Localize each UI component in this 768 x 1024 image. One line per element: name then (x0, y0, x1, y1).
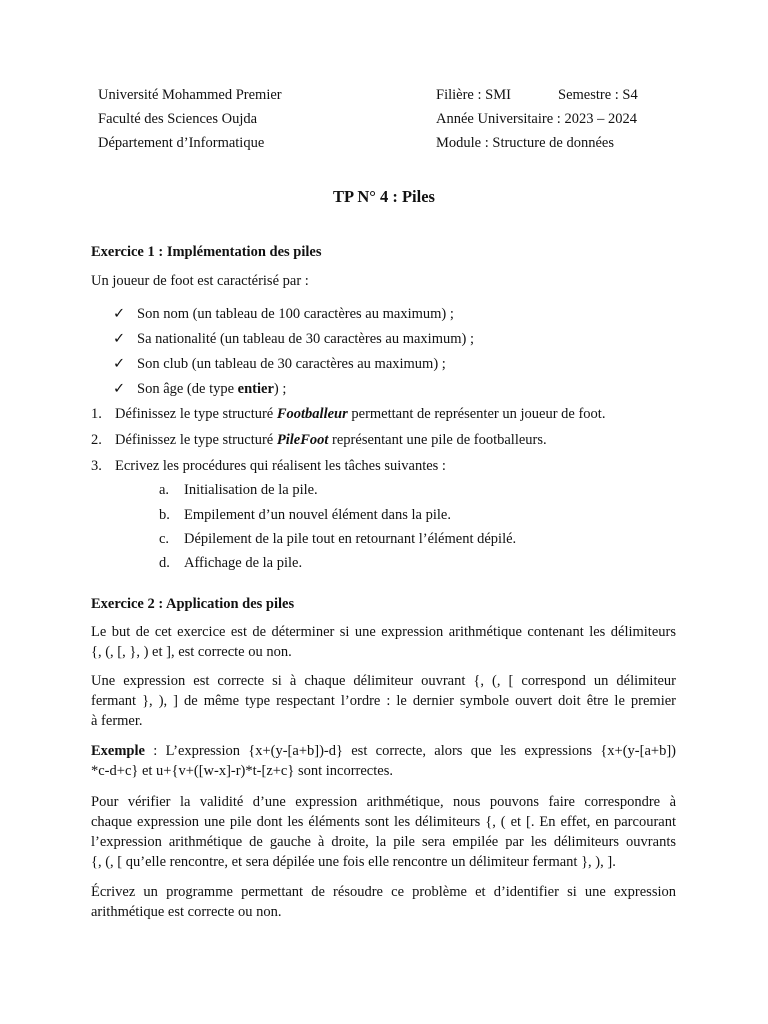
text-segment: Son âge (de type (137, 381, 238, 397)
paragraph-line: fermant }, ), ] de même type respectant l’ordre : le dernier symbole ouvert doit être le premier (91, 693, 676, 709)
university-name: Université Mohammed Premier (98, 87, 282, 103)
sub-item-letter: d. (159, 555, 170, 571)
page-title: TP N° 4 : Piles (333, 187, 435, 206)
text-segment: ) ; (273, 381, 287, 397)
paragraph-line: Une expression est correcte si à chaque délimiteur ouvrant {, (, [ correspond un délimiteur (91, 673, 676, 689)
exercise-2-paragraph-1 (91, 622, 676, 662)
sub-item-text: Empilement d’un nouvel élément dans la pile. (184, 507, 451, 523)
exercise-1-intro: Un joueur de foot est caractérisé par : (91, 273, 309, 289)
sub-item-letter: a. (159, 482, 170, 498)
list-item-text: Sa nationalité (un tableau de 30 caractères au maximum) ; (137, 331, 474, 347)
paragraph-line (91, 741, 676, 761)
exercise-1-heading: Exercice 1 : Implémentation des piles (91, 244, 322, 260)
example-label: Exemple (91, 743, 145, 759)
question-text: Ecrivez les procédures qui réalisent les tâches suivantes : (115, 458, 446, 474)
exercise-2-paragraph-5 (91, 882, 676, 922)
list-item-text (137, 380, 286, 400)
list-item-text: Son nom (un tableau de 100 caractères au maximum) ; (137, 306, 454, 322)
paragraph-line: chaque expression une pile dont les éléments sont les délimiteurs {, ( et [. En effet, en parcourant (91, 814, 676, 830)
sub-item-letter: c. (159, 531, 170, 547)
text-segment: : L’expression {x+(y-[a+b])-d} est correcte, alors que les expressions {x+(y-[a+b]) (144, 743, 676, 759)
paragraph-line: *c-d+c} et u+{v+([w-x]-r)*t-[z+c} sont incorrectes. (91, 763, 393, 779)
paragraph-line: à fermer. (91, 713, 143, 729)
question-number: 2. (91, 432, 102, 448)
sub-item-text: Affichage de la pile. (184, 555, 303, 571)
question-text (115, 431, 547, 451)
checkmark-icon: ✓ (113, 356, 126, 372)
paragraph-line: Le but de cet exercice est de déterminer si une expression arithmétique contenant les délimiteurs (91, 624, 676, 640)
exercise-2-heading: Exercice 2 : Application des piles (91, 596, 295, 612)
faculty-name: Faculté des Sciences Oujda (98, 111, 258, 127)
question-number: 3. (91, 458, 102, 474)
checkmark-icon: ✓ (113, 306, 126, 322)
bold-term: entier (237, 381, 274, 397)
sub-item-letter: b. (159, 507, 170, 523)
filiere-label: Filière : SMI (436, 87, 511, 103)
type-name: Footballeur (276, 406, 348, 422)
exercise-2-paragraph-2 (91, 671, 676, 731)
paragraph-line: Pour vérifier la validité d’une expression arithmétique, nous pouvons faire correspondre à (91, 794, 676, 810)
list-item-text: Son club (un tableau de 30 caractères au maximum) ; (137, 356, 446, 372)
module-label: Module : Structure de données (436, 135, 614, 151)
checkmark-icon: ✓ (113, 381, 126, 397)
checkmark-icon: ✓ (113, 331, 126, 347)
text-segment: représentant une pile de footballeurs. (328, 432, 547, 448)
text-segment: permettant de représenter un joueur de foot. (347, 406, 606, 422)
exercise-2-example (91, 741, 676, 781)
question-number: 1. (91, 406, 102, 422)
paragraph-line: {, (, [ qu’elle rencontre, et sera dépilée une fois elle rencontre un délimiteur fermant }, ), ]. (91, 854, 616, 870)
text-segment: Définissez le type structuré (115, 432, 277, 448)
department-name: Département d’Informatique (98, 135, 265, 151)
academic-year: Année Universitaire : 2023 – 2024 (436, 111, 637, 127)
type-name: PileFoot (276, 432, 329, 448)
question-text (115, 405, 605, 425)
sub-item-text: Dépilement de la pile tout en retournant l’élément dépilé. (184, 531, 517, 547)
paragraph-line: l’expression arithmétique de gauche à droite, la pile sera empilée par les délimiteurs ouvrants (91, 834, 676, 850)
paragraph-line: {, (, [, }, ) et ], est correcte ou non. (91, 644, 292, 660)
sub-item-text: Initialisation de la pile. (184, 482, 318, 498)
semestre-label: Semestre : S4 (558, 87, 638, 103)
paragraph-line: Écrivez un programme permettant de résoudre ce problème et d’identifier si une expression (91, 884, 676, 900)
paragraph-line: arithmétique est correcte ou non. (91, 904, 282, 920)
text-segment: Définissez le type structuré (115, 406, 277, 422)
exercise-2-paragraph-4 (91, 792, 676, 872)
